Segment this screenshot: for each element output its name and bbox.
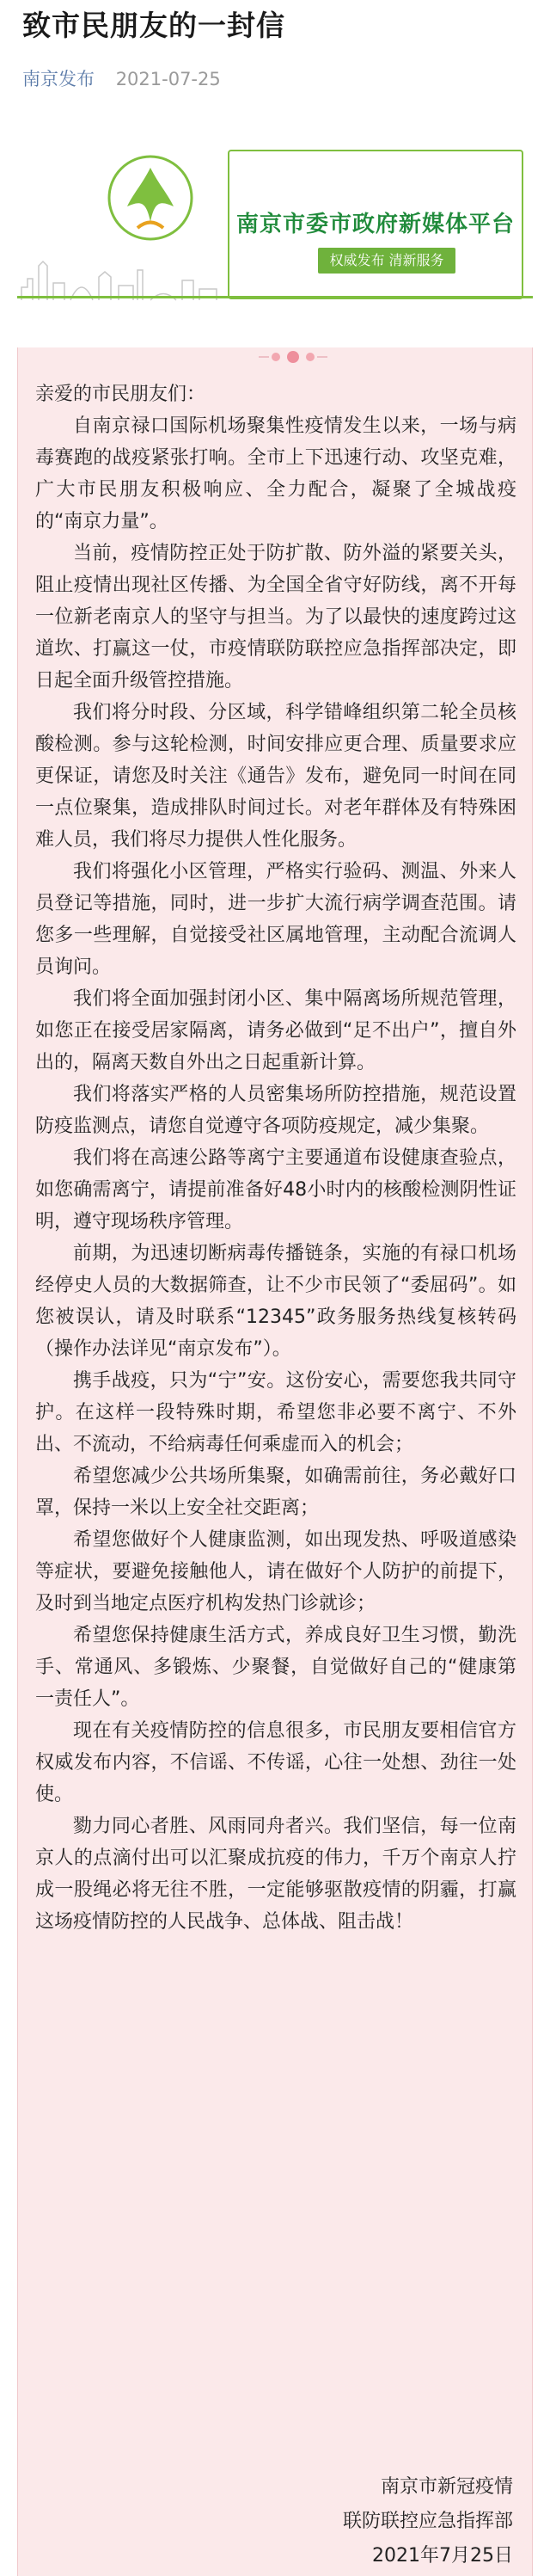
article-source-link[interactable]: 南京发布: [22, 69, 95, 89]
letter-paragraph: 我们将强化小区管理，严格实行验码、测温、外来人员登记等措施，同时，进一步扩大流行病学调查范围。请您多一些理解，自觉接受社区属地管理，主动配合流调人员询问。: [35, 861, 516, 978]
letter-paragraph: 我们将落实严格的人员密集场所防控措施，规范设置防疫监测点，请您自觉遵守各项防疫规定，减少集聚。: [35, 1084, 516, 1137]
letter-paragraph: 希望您减少公共场所集聚，如确需前往，务必戴好口罩，保持一米以上安全社交距离；: [35, 1466, 516, 1519]
letter-body: [35, 378, 516, 1938]
platform-title: 南京市委市政府新媒体平台: [235, 212, 515, 237]
letter-paragraph: 勠力同心者胜、风雨同舟者兴。我们坚信，每一位南京人的点滴付出可以汇聚成抗疫的伟力，千万个南京人拧成一股绳必将无往不胜，一定能够驱散疫情的阴霾，打赢这场疫情防控的人民战争、总体战、阻击战！: [35, 1816, 516, 1933]
flower-decoration-icon: [250, 347, 336, 366]
article-meta: [22, 67, 533, 91]
letter-signature: [343, 2470, 513, 2573]
letter-paragraph: 前期，为迅速切断病毒传播链条，实施的有禄口机场经停史人员的大数据筛查，让不少市民领了“委屈码”。如您被误认，请及时联系“12345”政务服务热线复核转码（操作办法详见“南京发布”）。: [35, 1243, 516, 1360]
article-date: 2021-07-25: [115, 69, 221, 89]
letter-paragraph: 当前，疫情防控正处于防扩散、防外溢的紧要关头，阻止疫情出现社区传播、为全国全省守好防线，离不开每一位新老南京人的坚守与担当。为了以最快的速度跨过这道坎、打赢这一仗，市疫情联防联控应急指挥部决定，即日起全面升级管控措施。: [35, 543, 516, 692]
letter-paragraph: 我们将分时段、分区域，科学错峰组织第二轮全员核酸检测。参与这轮检测，时间安排应更合理、质量要求应更保证，请您及时关注《通告》发布，避免同一时间在同一点位聚集，造成排队时间过长。对老年群体及有特殊困难人员，我们将尽力提供人性化服务。: [35, 702, 516, 851]
signature-date: 2021年7月25日: [372, 2545, 513, 2567]
letter-paper: [17, 347, 533, 2576]
letter-salutation: 亲爱的市民朋友们：: [35, 384, 206, 405]
banner-divider: [17, 296, 533, 298]
letter-paragraph: 携手战疫，只为“宁”安。这份安心，需要您我共同守护。在这样一段特殊时期，希望您非必要不离宁、不外出、不流动，不给病毒任何乘虚而入的机会；: [35, 1370, 516, 1455]
nanjing-fabu-logo: [95, 146, 206, 275]
letter-paragraph: 希望您保持健康生活方式，养成良好卫生习惯，勤洗手、常通风、多锻炼、少聚餐，自觉做好自己的“健康第一责任人”。: [35, 1625, 516, 1710]
letter-paragraph: 现在有关疫情防控的信息很多，市民朋友要相信官方权威发布内容，不信谣、不传谣，心往一处想、劲往一处使。: [35, 1720, 516, 1805]
header-banner-image: [0, 127, 550, 330]
article-header: [0, 0, 550, 127]
letter-paragraph: 希望您做好个人健康监测，如出现发热、呼吸道感染等症状，要避免接触他人，请在做好个人防护的前提下，及时到当地定点医疗机构发热门诊就诊；: [35, 1529, 516, 1614]
letter-paragraph: 自南京禄口国际机场聚集性疫情发生以来，一场与病毒赛跑的战疫紧张打响。全市上下迅速行动、攻坚克难，广大市民朋友积极响应、全力配合，凝聚了全城战疫的“南京力量”。: [35, 415, 516, 532]
signature-org-line2: 联防联控应急指挥部: [342, 2511, 513, 2532]
platform-slogan: 权威发布 清新服务: [318, 248, 455, 274]
signature-org-line1: 南京市新冠疫情: [380, 2476, 513, 2498]
letter-paragraph: 我们将在高速公路等离宁主要通道布设健康查验点，如您确需离宁，请提前准备好48小时内的核酸检测阴性证明，遵守现场秩序管理。: [35, 1147, 516, 1233]
article-title: 致市民朋友的一封信: [22, 9, 285, 42]
letter-paragraph: 我们将全面加强封闭小区、集中隔离场所规范管理，如您正在接受居家隔离，请务必做到“足不出户”，擅自外出的，隔离天数自外出之日起重新计算。: [35, 988, 516, 1073]
